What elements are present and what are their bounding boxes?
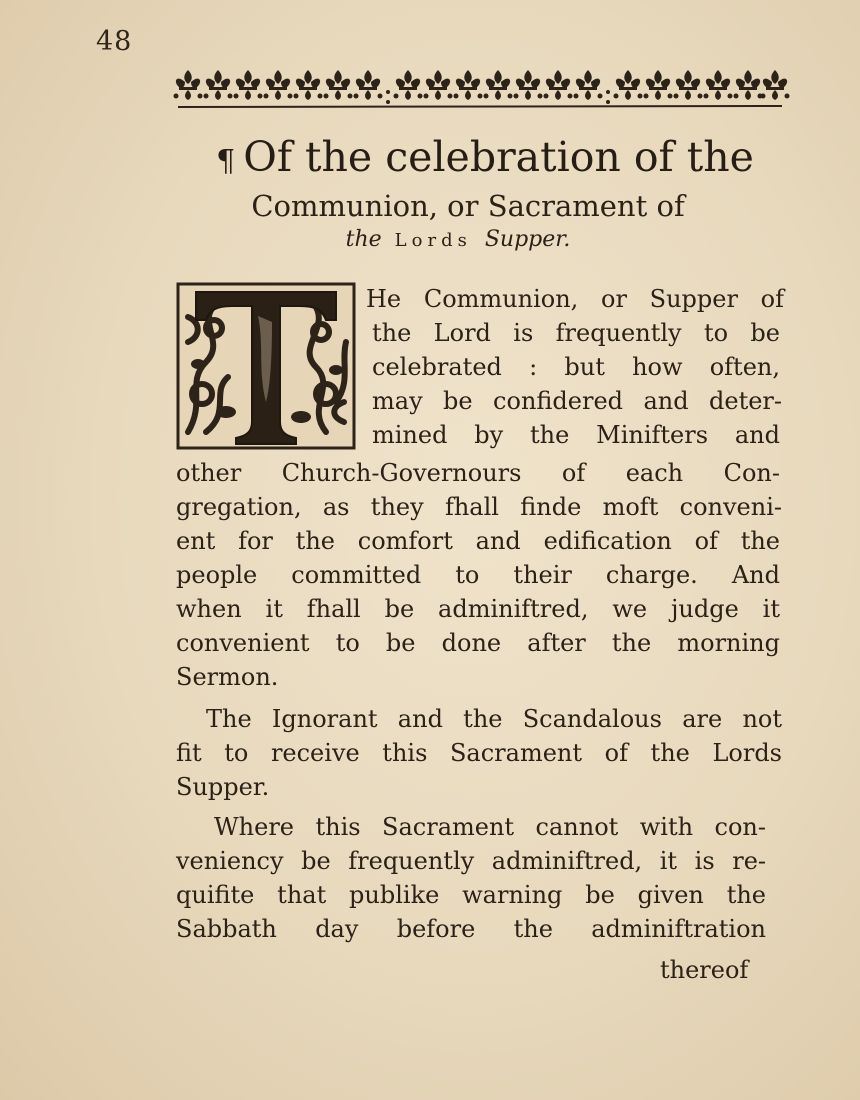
text-line: The Ignorant and the Scandalous are not <box>206 705 782 733</box>
text-line: celebrated : but how often, <box>372 353 780 381</box>
decorated-initial-t <box>176 282 356 450</box>
text-line: other Church-Governours of each Con- <box>176 459 780 487</box>
text-line: ent for the comfort and edification of the <box>176 527 780 555</box>
text-line: may be confidered and deter- <box>372 387 782 415</box>
text-line: quifite that publike warning be given the <box>176 881 766 909</box>
page-number: 48 <box>96 26 133 57</box>
text-line: fit to receive this Sacrament of the Lords <box>176 739 782 767</box>
text-line: veniency be frequently adminiftred, it is re- <box>176 847 766 875</box>
heading-line-3 <box>111 225 805 256</box>
text-line: the Lord is frequently to be <box>372 319 780 347</box>
text-line: convenient to be done after the morning <box>176 629 780 657</box>
text-line: mined by the Minifters and <box>372 421 780 449</box>
heading-line-1 <box>165 132 805 187</box>
fleuron-ornament-band <box>170 62 790 112</box>
text-line: Sermon. <box>176 663 279 691</box>
text-line: when it fhall be adminiftred, we judge it <box>176 595 780 623</box>
catchword: thereof <box>660 956 749 984</box>
text-line: He Communion, or Supper of <box>366 285 784 313</box>
heading-text-1: Of the celebration of the <box>243 133 754 181</box>
chapter-heading <box>165 132 805 256</box>
text-line: Where this Sacrament cannot with con- <box>214 813 766 841</box>
text-line: Supper. <box>176 773 270 801</box>
text-line: Sabbath day before the adminiftration <box>176 915 766 943</box>
heading-line-2: Communion, or Sacrament of <box>251 189 685 223</box>
heading-word-lords: Lords <box>394 230 472 251</box>
text-line: people committed to their charge. And <box>176 561 780 589</box>
heading-word-the: the <box>345 227 382 252</box>
heading-word-supper: Supper. <box>484 227 571 252</box>
text-line: gregation, as they fhall finde moft conveni- <box>176 493 782 521</box>
pilcrow-mark: ¶ <box>216 144 236 179</box>
